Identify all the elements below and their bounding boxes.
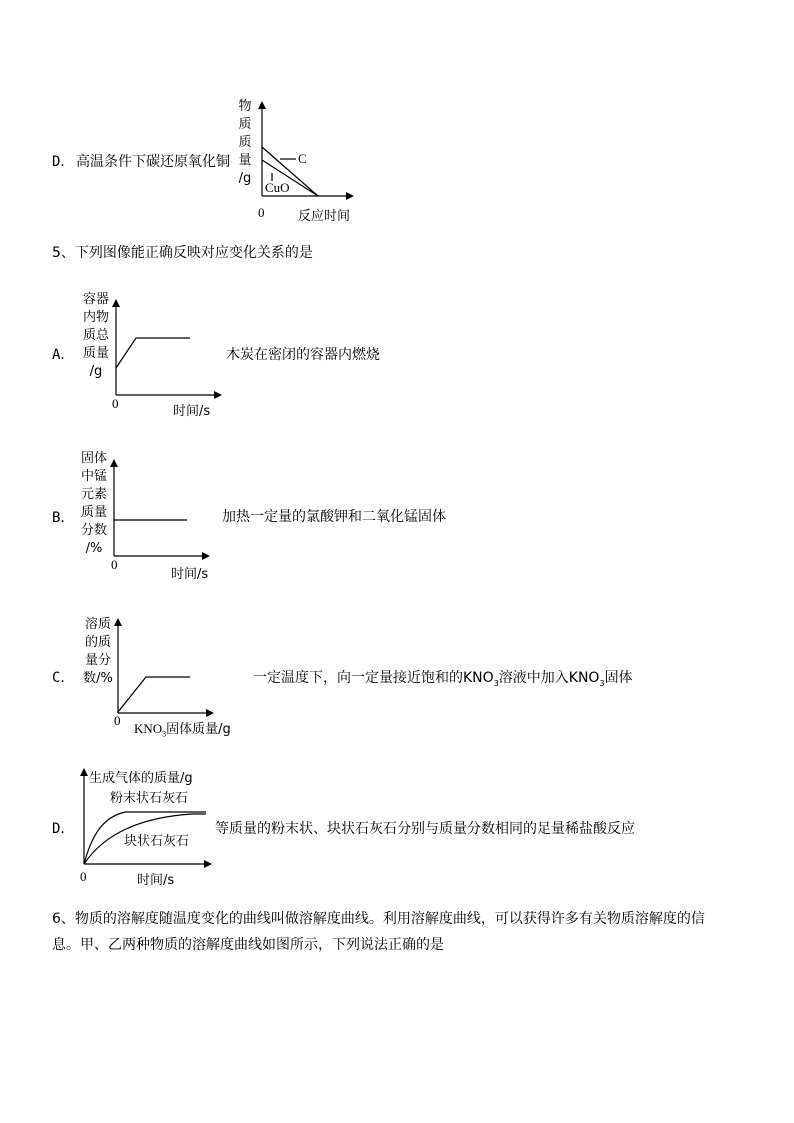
b-option-label: B． <box>52 510 75 526</box>
c-ylabel-line: 数/% <box>83 671 113 686</box>
a-ylabel-line: 内物 <box>82 310 109 325</box>
c-desc-part: 固体 <box>604 670 633 686</box>
a-ylabel-line: 质量 <box>82 346 109 361</box>
b-x-axis-label: 时间/s <box>171 567 209 582</box>
c-xlabel-subscript: 3 <box>162 729 167 739</box>
b-ylabel-line: /% <box>85 541 103 556</box>
d-y-axis-label: 生成气体的质量/g <box>89 771 193 786</box>
c-curve <box>118 677 190 712</box>
b-ylabel-line: 分数 <box>80 523 107 538</box>
d-description: 等质量的粉末状、块状石灰石分别与质量分数相同的足量稀盐酸反应 <box>215 821 635 837</box>
a-ylabel-line: 质总 <box>82 328 109 343</box>
d-curve-powder-label: 粉末状石灰石 <box>110 791 189 806</box>
b-y-axis-label <box>76 450 112 558</box>
dprev-description: 高温条件下碳还原氧化铜 <box>76 154 230 170</box>
dprev-label-c: C <box>298 151 307 166</box>
c-option-label: C． <box>52 670 75 686</box>
c-xlabel-formula: KNO <box>134 721 163 736</box>
b-description: 加热一定量的氯酸钾和二氧化锰固体 <box>222 509 446 525</box>
b-ylabel-line: 固体 <box>80 451 107 466</box>
c-description <box>253 667 633 688</box>
b-ylabel-line: 元素 <box>80 487 107 502</box>
c-desc-part: 溶液中加入KNO <box>498 670 600 686</box>
dprev-ylabel-line: 量 <box>238 153 252 168</box>
c-desc-subscript: 3 <box>599 678 605 688</box>
dprev-label-cuo: CuO <box>265 180 290 195</box>
c-x-axis-label <box>134 718 231 739</box>
dprev-ylabel-line: /g <box>238 171 252 186</box>
dprev-ylabel-line: 质 <box>238 135 252 150</box>
a-ylabel-line: /g <box>89 364 103 379</box>
d-origin: 0 <box>80 869 87 884</box>
a-graph <box>116 301 220 395</box>
q6-stem-line-1: 6、物质的溶解度随温度变化的曲线叫做溶解度曲线。利用溶解度曲线，可以获得许多有关物质溶解度的信 <box>52 911 705 927</box>
a-option-label: A． <box>52 347 75 363</box>
a-description: 木炭在密闭的容器内燃烧 <box>226 347 380 363</box>
d-x-axis-label: 时间/s <box>137 873 175 888</box>
dprev-ylabel-line: 质 <box>238 117 252 132</box>
dprev-x-axis-label: 反应时间 <box>298 209 351 224</box>
q5-stem: 5、下列图像能正确反映对应变化关系的是 <box>52 245 313 261</box>
a-y-axis-label <box>78 291 114 381</box>
dprev-option-label: D． <box>52 154 75 170</box>
dprev-origin: 0 <box>258 205 265 220</box>
a-origin: 0 <box>112 396 119 411</box>
d-option-label: D． <box>52 821 75 837</box>
b-origin: 0 <box>111 557 118 572</box>
dprev-ylabel-line: 物 <box>238 99 252 114</box>
q6-stem-line-2: 息。甲、乙两种物质的溶解度曲线如图所示，下列说法正确的是 <box>52 937 444 953</box>
c-origin: 0 <box>114 713 121 728</box>
c-ylabel-line: 溶质 <box>84 617 111 632</box>
dprev-y-axis-label <box>234 98 256 188</box>
a-x-axis-label: 时间/s <box>173 404 211 419</box>
c-desc-part: 一定温度下，向一定量接近饱和的KNO <box>253 670 494 686</box>
c-ylabel-line: 的质 <box>84 635 111 650</box>
c-y-axis-label <box>80 616 116 688</box>
d-curve-lump-label: 块状石灰石 <box>124 834 190 849</box>
c-xlabel-text: 固体质量/g <box>166 722 231 737</box>
b-ylabel-line: 质量 <box>80 505 107 520</box>
b-ylabel-line: 中锰 <box>80 469 107 484</box>
a-curve <box>116 338 190 368</box>
c-ylabel-line: 量分 <box>84 653 111 668</box>
b-graph <box>114 461 208 556</box>
c-graph <box>118 620 212 713</box>
c-desc-subscript: 3 <box>493 678 499 688</box>
a-ylabel-line: 容器 <box>82 292 109 307</box>
